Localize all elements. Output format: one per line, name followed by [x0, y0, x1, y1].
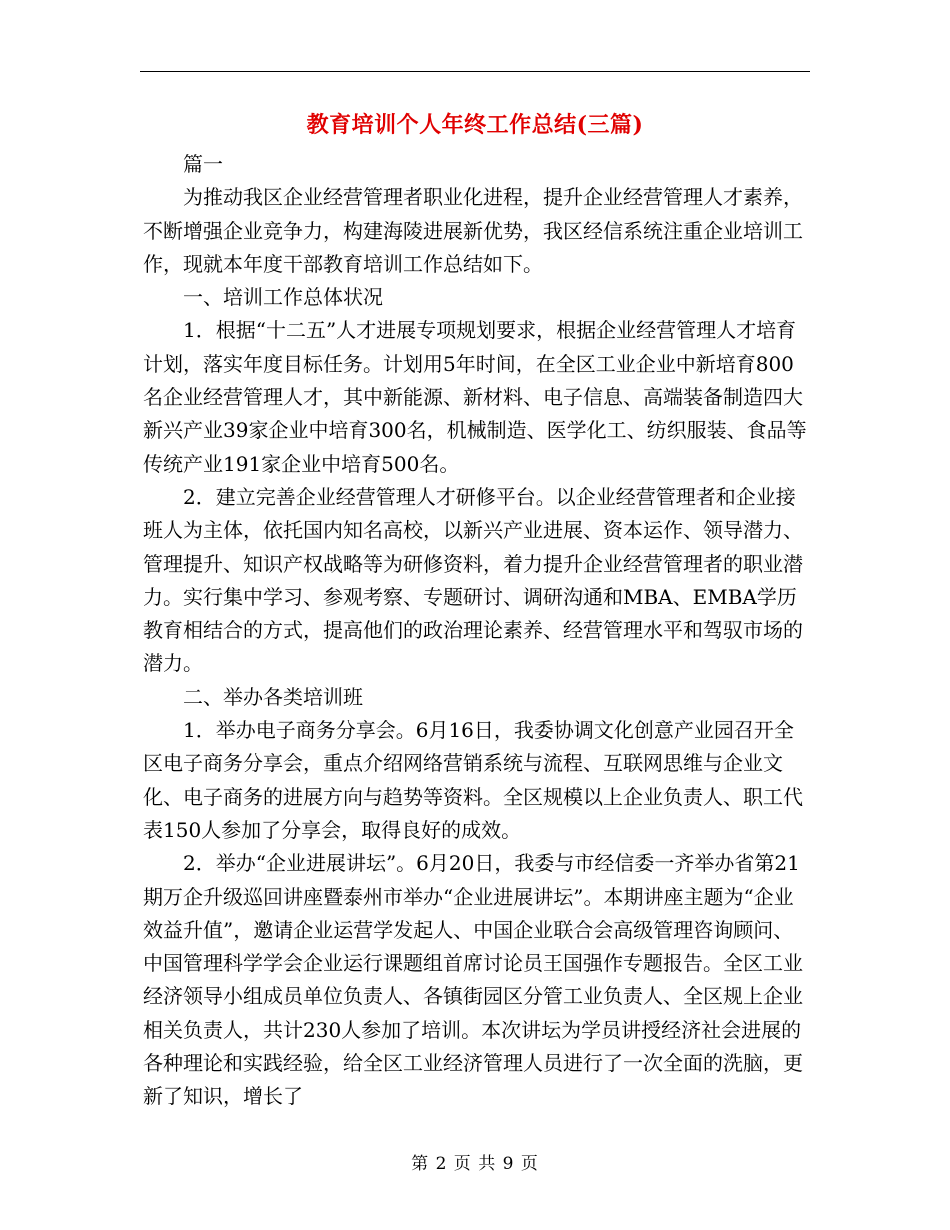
section-heading-overview: 一、培训工作总体状况: [183, 285, 383, 310]
section-heading-training-classes: 二、举办各类培训班: [183, 684, 363, 709]
document-body: [143, 148, 811, 1114]
section-heading-part-one: 篇一: [183, 152, 223, 176]
header-rule: [140, 71, 810, 72]
paragraph-talent-plan: 1．根据“十二五”人才进展专项规划要求，根据企业经营管理人才培育计划，落实年度目标任务。计划用5年时间，在全区工业企业中新培育800名企业经营管理人才，其中新能源、新材料、电子信息、高端装备制造四大新兴产业39家企业中培育300名，机械制造、医学化工、纺织服装、食品等传统产业191家企业中培育500名。: [143, 318, 807, 476]
document-title: 教育培训个人年终工作总结(三篇): [306, 112, 644, 138]
paragraph-ecommerce-session: 1．举办电子商务分享会。6月16日，我委协调文化创意产业园召开全区电子商务分享会，重点介绍网络营销系统与流程、互联网思维与企业文化、电子商务的进展方向与趋势等资料。全区规模以上企业负责人、职工代表150人参加了分享会，取得良好的成效。: [143, 718, 803, 842]
page-number: 第 2 页 共 9 页: [411, 1154, 539, 1174]
paragraph-development-forum: 2．举办“企业进展讲坛”。6月20日，我委与市经信委一齐举办省第21期万企升级巡回讲座暨泰州市举办“企业进展讲坛”。本期讲座主题为“企业效益升值”，邀请企业运营学发起人、中国企业联合会高级管理咨询顾问、中国管理科学学会企业运行课题组首席讨论员王国强作专题报告。全区工业经济领导小组成员单位负责人、各镇街园区分管工业负责人、全区规上企业相关负责人，共计230人参加了培训。本次讲坛为学员讲授经济社会进展的各种理论和实践经验，给全区工业经济管理人员进行了一次全面的洗脑，更新了知识，增长了: [143, 851, 803, 1109]
intro-paragraph: 为推动我区企业经营管理者职业化进程，提升企业经营管理人才素养，不断增强企业竞争力，构建海陵进展新优势，我区经信系统注重企业培训工作，现就本年度干部教育培训工作总结如下。: [143, 185, 803, 276]
paragraph-training-platform: 2．建立完善企业经营管理人才研修平台。以企业经营管理者和企业接班人为主体，依托国内知名高校，以新兴产业进展、资本运作、领导潜力、管理提升、知识产权战略等为研修资料，着力提升企业经营管理者的职业潜力。实行集中学习、参观考察、专题研讨、调研沟通和MBA、EMBA学历教育相结合的方式，提高他们的政治理论素养、经营管理水平和驾驭市场的潜力。: [143, 484, 803, 676]
